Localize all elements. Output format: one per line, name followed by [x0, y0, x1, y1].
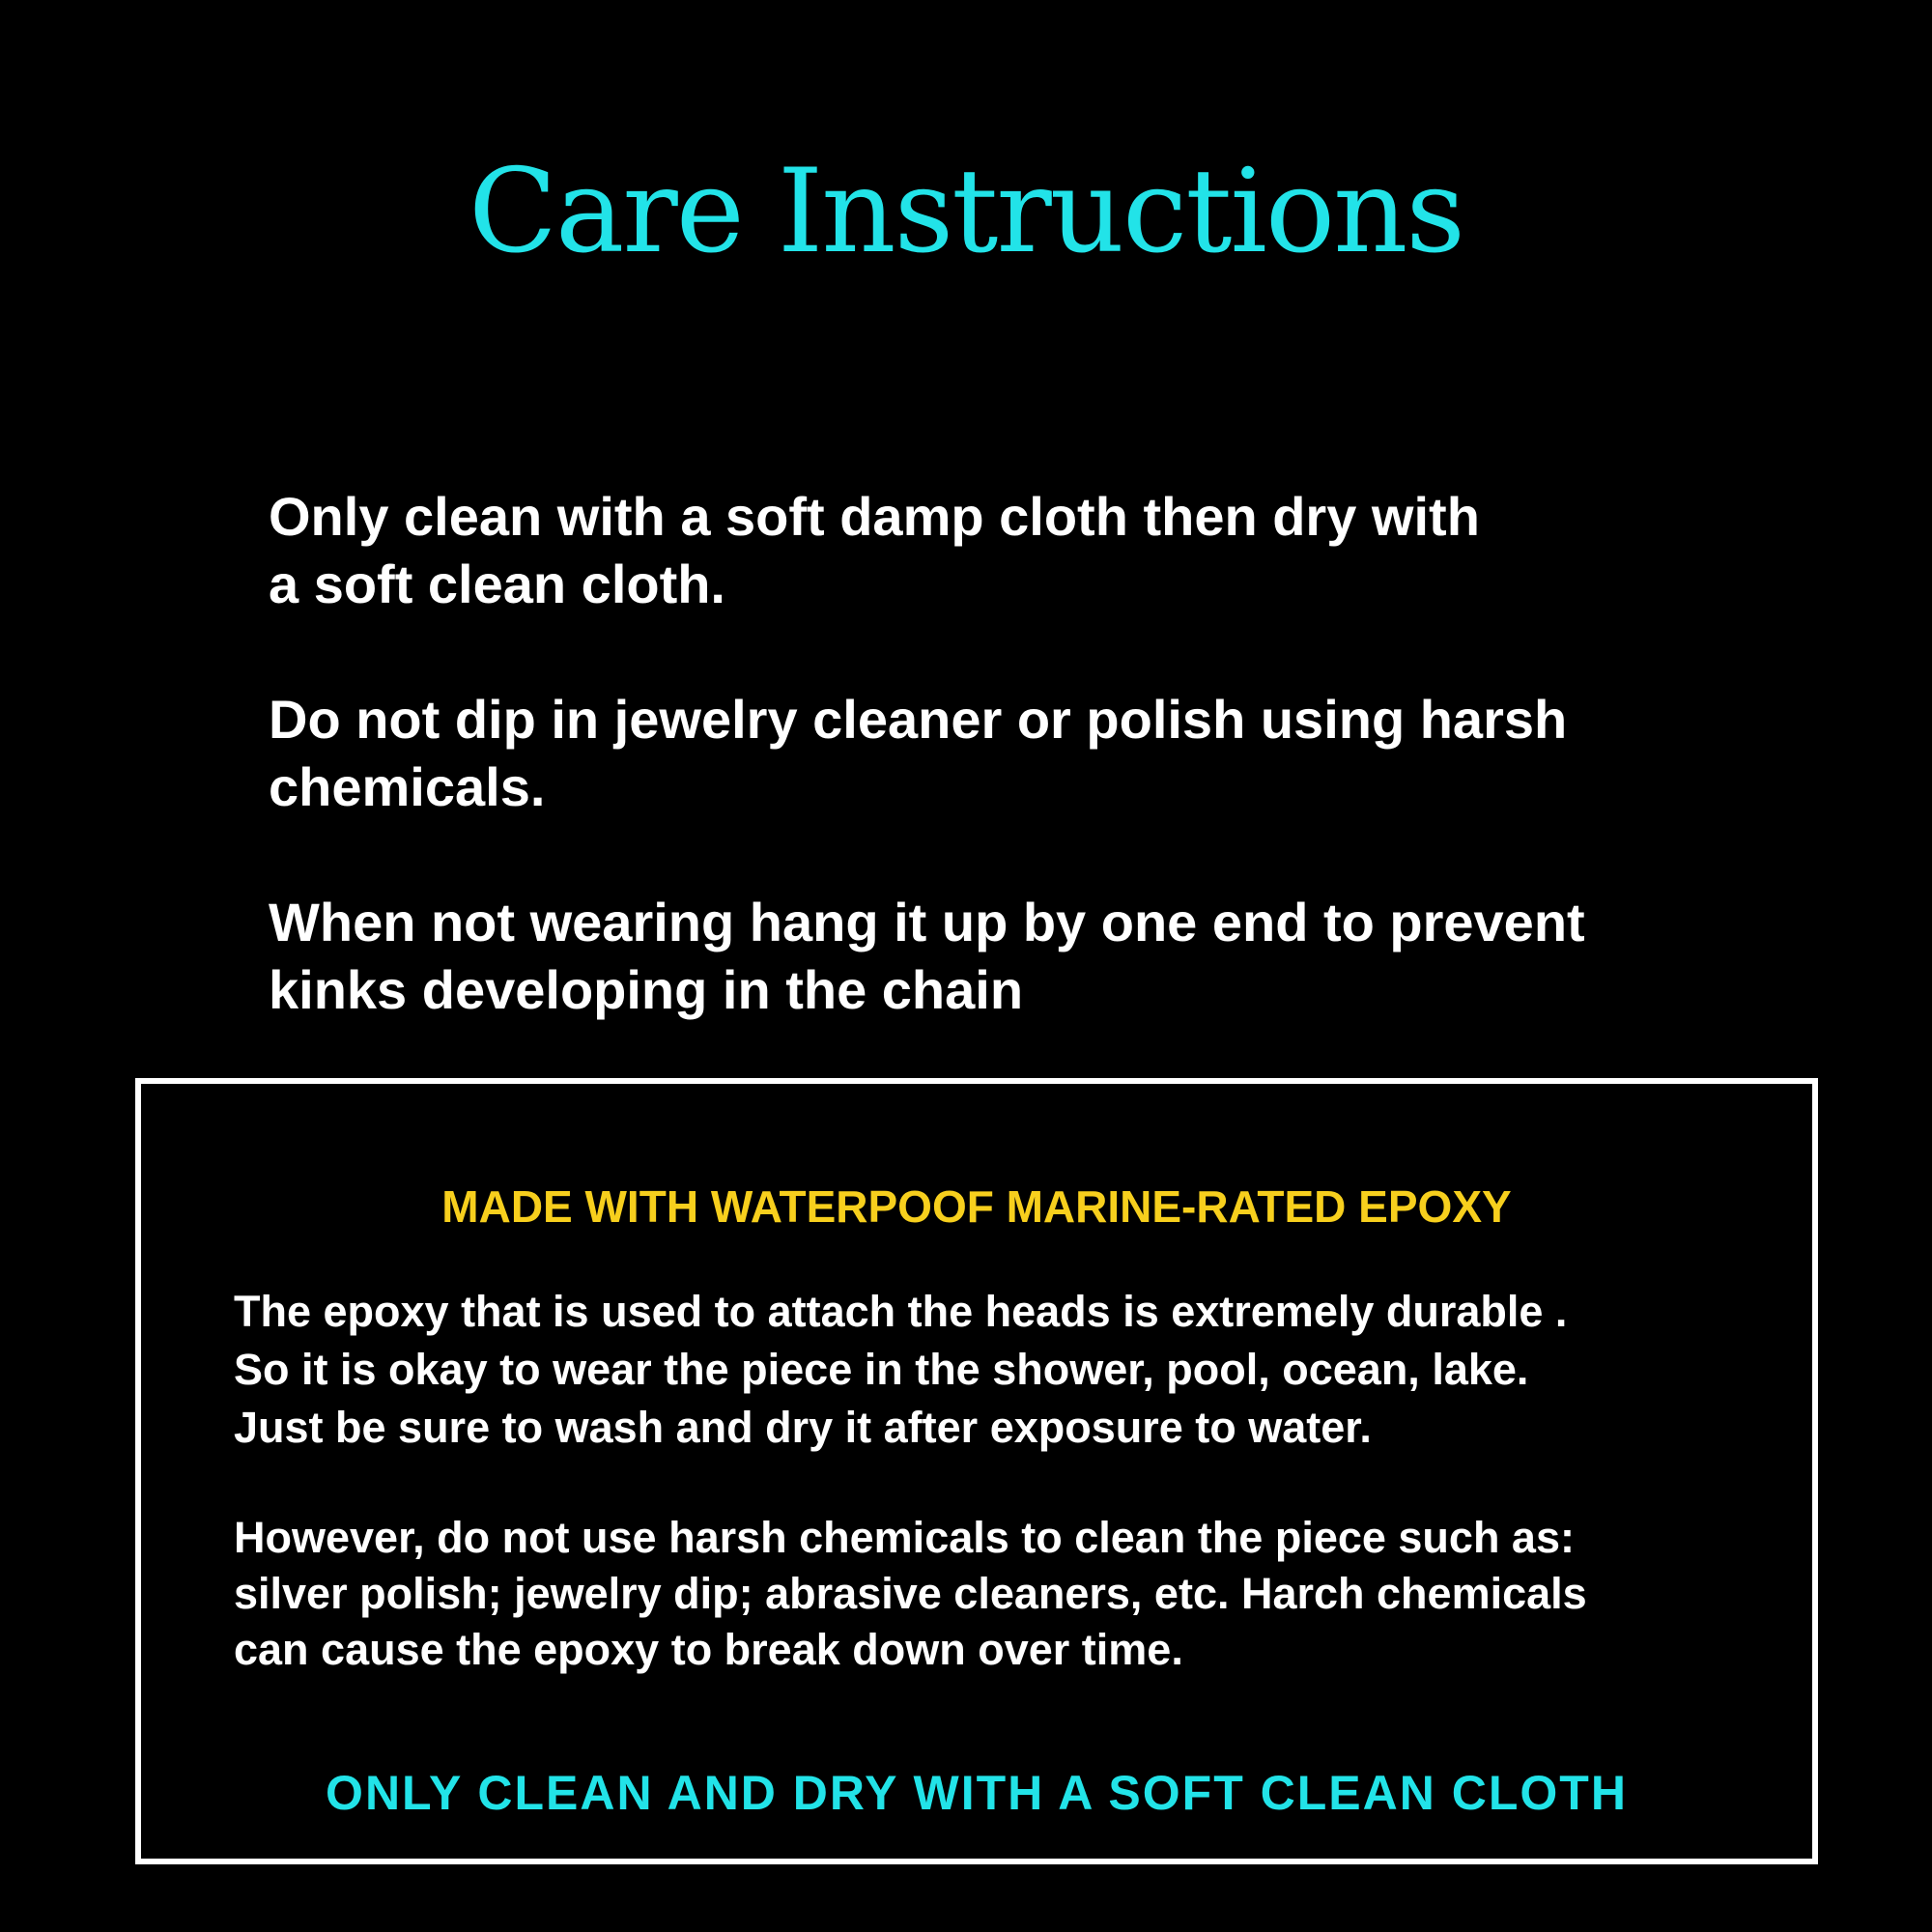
epoxy-durability-line: The epoxy that is used to attach the heads is extremely durable . — [234, 1287, 1568, 1336]
epoxy-durability-paragraph — [234, 1283, 1741, 1457]
epoxy-durability-line: Just be sure to wash and dry it after exposure to water. — [234, 1403, 1372, 1452]
epoxy-warning-line: can cause the epoxy to break down over time. — [234, 1625, 1183, 1674]
epoxy-notice-box — [135, 1078, 1818, 1864]
epoxy-warning-paragraph — [234, 1510, 1741, 1678]
instruction-storage: When not wearing hang it up by one end to prevent kinks developing in the chain — [269, 892, 1585, 1020]
epoxy-footer-note: ONLY CLEAN AND DRY WITH A SOFT CLEAN CLOTH — [326, 1766, 1628, 1820]
instruction-clean: Only clean with a soft damp cloth then dry with a soft clean cloth. — [269, 486, 1480, 614]
epoxy-durability-line: So it is okay to wear the piece in the shower, pool, ocean, lake. — [234, 1345, 1529, 1394]
page-title: Care Instructions — [469, 145, 1463, 279]
instruction-no-dip: Do not dip in jewelry cleaner or polish using harsh chemicals. — [269, 689, 1568, 817]
care-instructions-list — [269, 483, 1776, 1092]
epoxy-heading: MADE WITH WATERPOOF MARINE-RATED EPOXY — [441, 1181, 1512, 1232]
epoxy-warning-line: silver polish; jewelry dip; abrasive cleaners, etc. Harch chemicals — [234, 1569, 1587, 1618]
epoxy-warning-line: However, do not use harsh chemicals to clean the piece such as: — [234, 1513, 1575, 1562]
